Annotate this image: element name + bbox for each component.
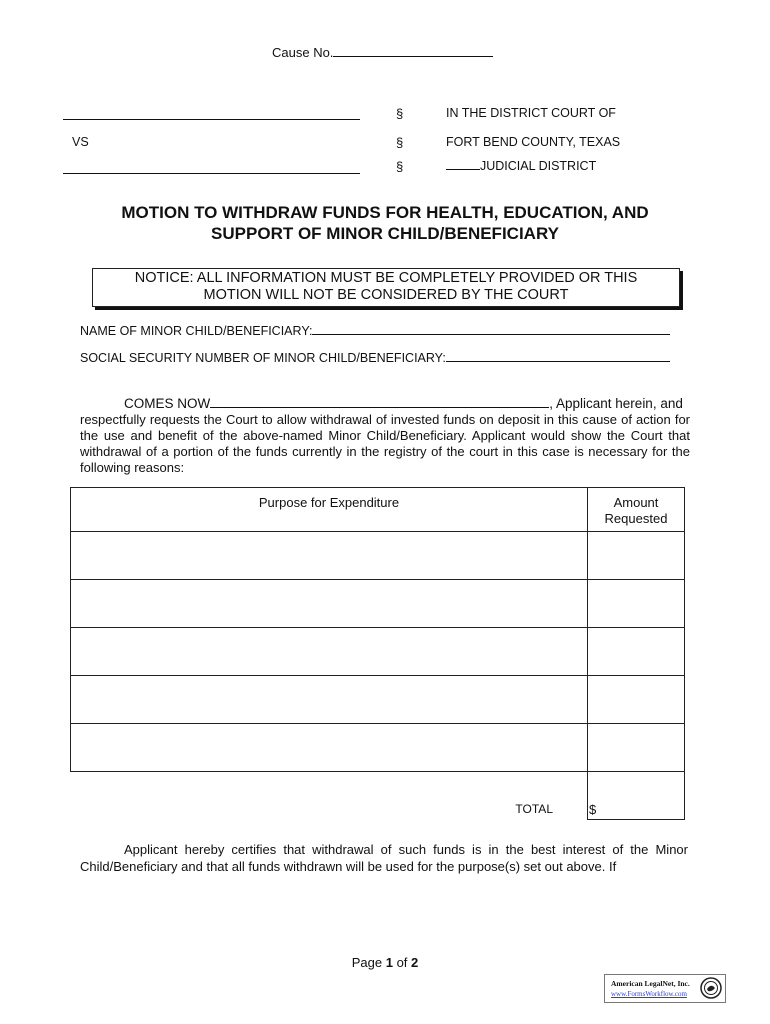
table-row [71, 532, 685, 580]
judicial-district-label: JUDICIAL DISTRICT [480, 159, 597, 173]
page-total: 2 [411, 955, 419, 970]
purpose-cell[interactable] [71, 724, 588, 772]
amount-cell[interactable] [588, 724, 685, 772]
court-line-1: IN THE DISTRICT COURT OF [446, 106, 616, 120]
seal-icon [700, 977, 722, 999]
child-name-blank[interactable] [312, 324, 670, 335]
total-label: TOTAL [515, 802, 553, 816]
purpose-cell[interactable] [71, 676, 588, 724]
amount-cell[interactable] [588, 628, 685, 676]
table-header-row [71, 488, 685, 532]
page-prefix: Page [351, 955, 383, 970]
amount-column-header [588, 488, 685, 532]
section-symbol: § [396, 106, 404, 121]
purpose-cell[interactable] [71, 628, 588, 676]
purpose-column-header: Purpose for Expenditure [71, 488, 588, 532]
table-row [71, 580, 685, 628]
comes-now-after-blank: , Applicant herein, and [549, 396, 683, 411]
total-amount-cell[interactable] [588, 772, 685, 820]
amount-cell[interactable] [588, 532, 685, 580]
logo-url[interactable]: www.FormsWorkflow.com [611, 990, 687, 998]
vs-label: VS [72, 135, 89, 149]
child-name-label: NAME OF MINOR CHILD/BENEFICIARY: [80, 324, 313, 338]
judicial-district-blank[interactable] [446, 159, 480, 170]
logo-name: American LegalNet, Inc. [611, 979, 690, 988]
table-row [71, 676, 685, 724]
child-ssn-label: SOCIAL SECURITY NUMBER OF MINOR CHILD/BENEFICIARY: [80, 351, 446, 365]
page-number [0, 955, 770, 970]
section-symbol: § [396, 159, 404, 174]
publisher-logo [604, 974, 726, 1003]
comes-now-body: respectfully requests the Court to allow withdrawal of invested funds on deposit in this cause of action for the use and benefit of the above-named Minor Child/Beneficiary. Applicant would show the Court that withdrawal of a portion of the funds currently in the registry of the court in this case is necessary for the following reasons: [80, 412, 690, 475]
cause-number-field [272, 45, 493, 60]
purpose-cell[interactable] [71, 580, 588, 628]
total-row [71, 772, 685, 820]
court-line-2: FORT BEND COUNTY, TEXAS [446, 135, 621, 149]
comes-now-paragraph [80, 396, 690, 476]
amount-header-line-1: Amount [613, 495, 659, 510]
section-symbol: § [396, 135, 404, 150]
certification-text: Applicant hereby certifies that withdrawal of such funds is in the best interest of the Minor Child/Beneficiary and that all funds withdrawn will be used for the purpose(s) set out above. If [80, 842, 688, 874]
court-line-3 [446, 159, 596, 173]
table-row [71, 628, 685, 676]
child-name-field [80, 324, 670, 338]
title-line-2: SUPPORT OF MINOR CHILD/BENEFICIARY [211, 224, 559, 243]
cause-number-blank[interactable] [333, 45, 493, 57]
page-of: of [396, 955, 408, 970]
amount-cell[interactable] [588, 676, 685, 724]
amount-header-line-2: Requested [604, 511, 668, 526]
defendant-blank[interactable] [63, 173, 360, 174]
certification-paragraph [80, 841, 688, 875]
notice-line-1: NOTICE: ALL INFORMATION MUST BE COMPLETELY PROVIDED OR THIS [134, 270, 638, 286]
amount-cell[interactable] [588, 580, 685, 628]
notice-line-2: MOTION WILL NOT BE CONSIDERED BY THE COURT [203, 287, 569, 303]
child-ssn-blank[interactable] [446, 351, 670, 362]
applicant-name-blank[interactable] [210, 397, 549, 408]
dollar-sign: $ [589, 801, 597, 817]
notice-box [92, 268, 680, 307]
page-current: 1 [385, 955, 393, 970]
expenditure-table [70, 487, 685, 820]
document-title [60, 202, 710, 244]
purpose-cell[interactable] [71, 532, 588, 580]
cause-number-label: Cause No. [272, 45, 334, 60]
comes-now-lead: COMES NOW [124, 396, 211, 411]
table-row [71, 724, 685, 772]
title-line-1: MOTION TO WITHDRAW FUNDS FOR HEALTH, EDUCATION, AND [121, 203, 649, 222]
plaintiff-blank[interactable] [63, 119, 360, 120]
child-ssn-field [80, 351, 670, 365]
